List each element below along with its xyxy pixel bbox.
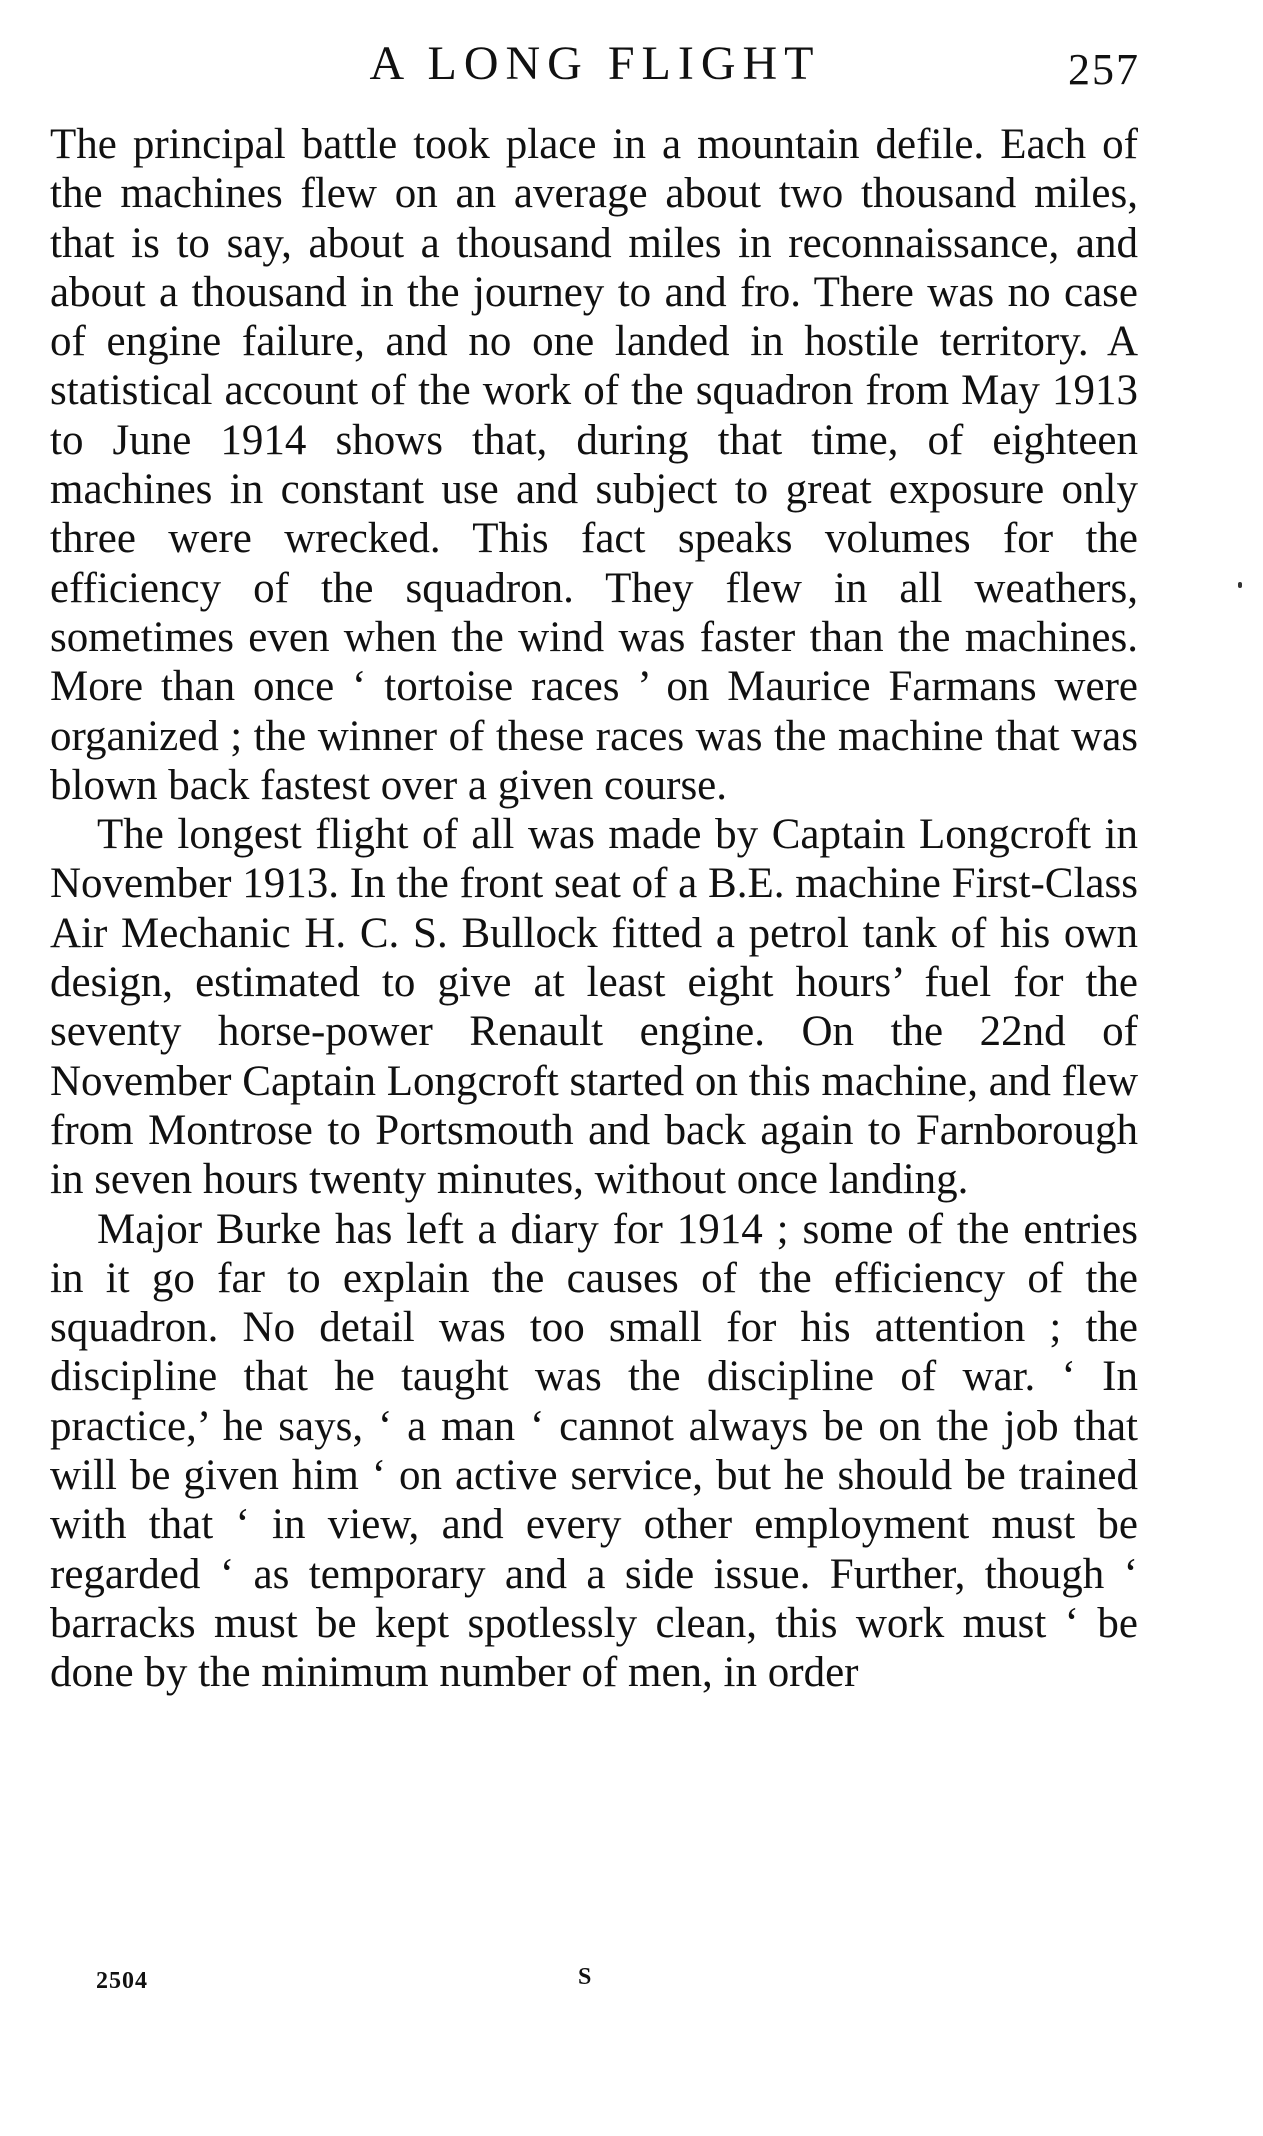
margin-mark (1238, 582, 1242, 588)
page-header (50, 36, 1140, 96)
running-title: A LONG FLIGHT (369, 37, 821, 90)
page-number: 257 (1068, 45, 1140, 94)
body-text (50, 120, 1138, 1698)
paragraph-3: Major Burke has left a diary for 1914 ; some of the entries in it go far to explain the causes of the efficiency of the squadron. No detail was too small for his attention ; the discipline that he taught was the discipline of war. ‘ In practice,’ he says, ‘ a man ‘ cannot always be on the job that will be given him ‘ on active service, but he should be trained with that ‘ in view, and every other employment must be regarded ‘ as temporary and a side issue. Further, though ‘ barracks must be kept spotlessly clean, this work must ‘ be done by the minimum number of men, in order (50, 1205, 1138, 1697)
paragraph-1: The principal battle took place in a mountain defile. Each of the machines flew on an average about two thousand miles, that is to say, about a thousand miles in reconnaissance, and about a thousand in the journey to and fro. There was no case of engine failure, and no one landed in hostile territory. A statistical account of the work of the squadron from May 1913 to June 1914 shows that, during that time, of eighteen machines in constant use and subject to great exposure only three were wrecked. This fact speaks volumes for the efficiency of the squadron. They flew in all weathers, sometimes even when the wind was faster than the machines. More than once ‘ tortoise races ’ on Maurice Farmans were organized ; the winner of these races was the machine that was blown back fastest over a given course. (50, 121, 1138, 809)
page-footer (50, 1964, 1140, 2008)
printer-signature: 2504 (96, 1968, 148, 1994)
gathering-mark: S (578, 1964, 592, 1990)
paragraph-2: The longest flight of all was made by Captain Longcroft in November 1913. In the front seat of a B.E. machine First-Class Air Mechanic H. C. S. Bullock fitted a petrol tank of his own design, estimated to give at least eight hours’ fuel for the seventy horse-power Renault engine. On the 22nd of November Captain Longcroft started on this machine, and flew from Montrose to Portsmouth and back again to Farnborough in seven hours twenty minutes, without once landing. (50, 811, 1138, 1204)
